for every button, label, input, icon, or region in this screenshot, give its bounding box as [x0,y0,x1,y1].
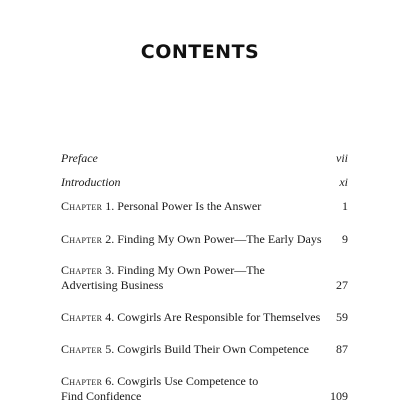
chapter-prefix: Chapter [61,232,103,246]
toc-entry-title-line2: Advertising Business [61,278,164,292]
toc-entry-title: 6. Cowgirls Use Competence to [102,374,259,388]
toc-entry-page: 59 [336,310,348,324]
toc-entry-chapter-4 [61,310,348,325]
chapter-prefix: Chapter [61,263,103,277]
toc-entry-page: vii [336,151,348,165]
toc-entry-title: 3. Finding My Own Power—The [102,263,265,277]
chapter-prefix: Chapter [61,374,103,388]
toc-entry-title: Introduction [61,175,121,189]
toc-entry-page: xi [339,175,348,189]
toc-entry-chapter-3 [61,263,348,293]
toc-entry-title: 4. Cowgirls Are Responsible for Themselves [102,310,321,324]
toc-entry-preface [61,151,348,166]
toc-entry-chapter-2 [61,232,348,247]
toc-entry-title-line2: Find Confidence [61,389,142,403]
toc-entry-title: 1. Personal Power Is the Answer [102,199,262,213]
toc-entry-title: 5. Cowgirls Build Their Own Competence [102,342,309,356]
toc-entry-page: 109 [330,389,348,403]
toc-entry-introduction [61,175,348,190]
toc-entry-title: Preface [61,151,98,165]
toc-entry-title: 2. Finding My Own Power—The Early Days [102,232,322,246]
toc-entry-page: 87 [336,342,348,356]
toc-entry-page: 27 [336,278,348,292]
toc-entry-chapter-5 [61,342,348,357]
toc-entry-page: 9 [342,232,348,246]
toc-entry-page: 1 [342,199,348,213]
toc-entry-chapter-1 [61,199,348,214]
chapter-prefix: Chapter [61,310,103,324]
page-title: CONTENTS [140,41,260,63]
chapter-prefix: Chapter [61,199,103,213]
chapter-prefix: Chapter [61,342,103,356]
